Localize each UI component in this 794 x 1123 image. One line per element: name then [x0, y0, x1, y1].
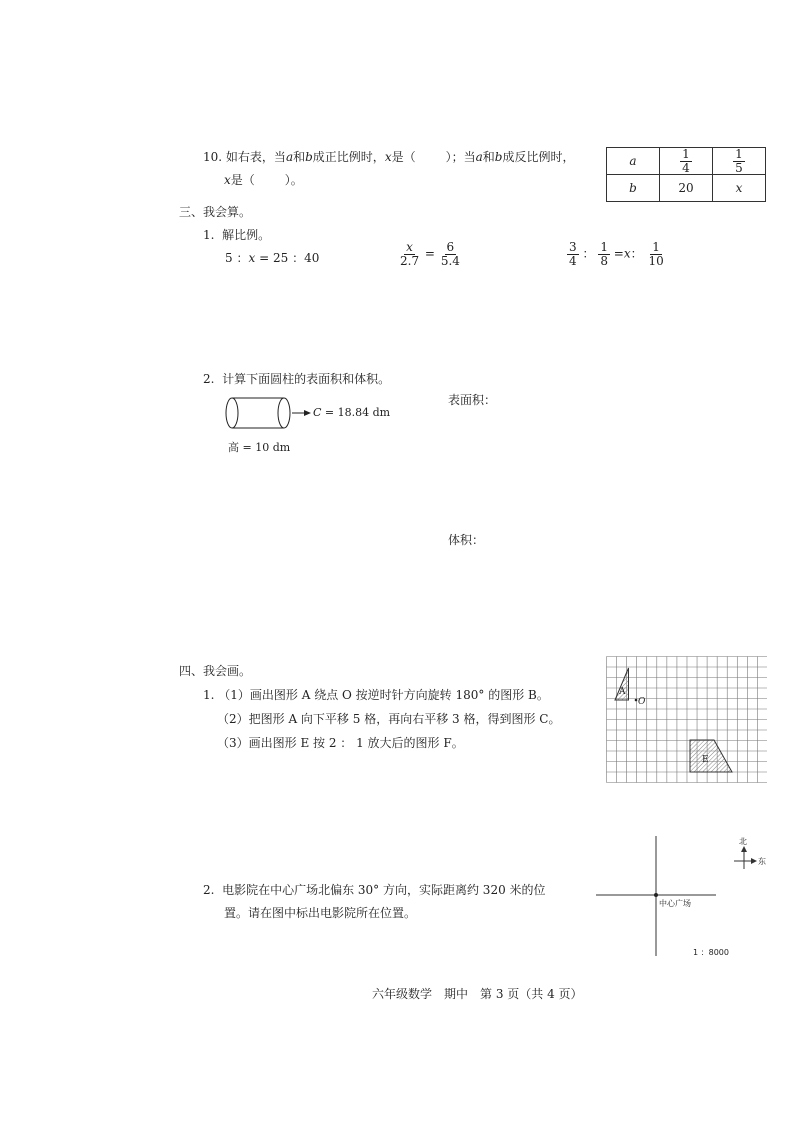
- shape-a-label: A: [619, 687, 626, 697]
- table-cell: x: [713, 175, 766, 202]
- section4-title: 四、我会画。: [179, 664, 252, 678]
- table-cell: a: [607, 148, 660, 175]
- q3-2-title: 2. 计算下面圆柱的表面积和体积。: [203, 372, 391, 386]
- table-cell: 20: [660, 175, 713, 202]
- point-o-label: O: [638, 697, 646, 707]
- equation-2: $\frac{x}{2.7}$ = $\frac{6}{5.4}$: [400, 240, 460, 268]
- compass-east-label: 东: [758, 857, 766, 866]
- q4-2-line2: 置。请在图中标出电影院所在位置。: [224, 906, 417, 920]
- center-square-point: [654, 893, 658, 897]
- cylinder-figure: [222, 394, 312, 434]
- q10-line1: 10. 如右表，当a和b成正比例时，x是（ ）；当a和b成反比例时，: [203, 150, 575, 164]
- compass-east-arrow-icon: [751, 858, 757, 864]
- q10-line2: x是（ ）。: [224, 173, 303, 187]
- map-scale-label: 1 ：8000: [693, 948, 729, 957]
- shape-e-label: E: [702, 755, 709, 765]
- section3-title: 三、我会算。: [179, 205, 252, 219]
- grid-lines: [607, 657, 768, 783]
- table-cell: $\frac{1}{5}$: [713, 148, 766, 175]
- cylinder-right-ellipse: [278, 398, 290, 428]
- table-cell: b: [607, 175, 660, 202]
- location-map[interactable]: [596, 834, 776, 964]
- circumference-label: C = 18.84 dm: [313, 406, 391, 419]
- shape-e: [690, 740, 732, 772]
- proportion-table: [606, 147, 766, 202]
- arrow-head-icon: [304, 410, 311, 416]
- compass-north-arrow-icon: [741, 846, 747, 852]
- q4-1-item3: （3）画出图形 E 按 2 ： 1 放大后的图形 F。: [217, 736, 464, 750]
- point-o: [635, 699, 638, 702]
- equation-3: $\frac{3}{4}$ ： $\frac{1}{8}$ =x： $\frac{1}{10}$: [569, 240, 664, 268]
- equation-1: 5 ：x = 25 ：40: [225, 251, 320, 265]
- table-row: [607, 148, 766, 175]
- page-footer: 六年级数学 期中 第 3 页（共 4 页）: [372, 987, 583, 1001]
- center-square-label: 中心广场: [659, 899, 691, 908]
- q4-2-line1: 2. 电影院在中心广场北偏东 30° 方向，实际距离约 320 米的位: [203, 883, 546, 897]
- table-cell: $\frac{1}{4}$: [660, 148, 713, 175]
- cylinder-left-ellipse: [226, 398, 238, 428]
- compass-north-label: 北: [739, 837, 747, 846]
- table-row: [607, 175, 766, 202]
- q4-1-item1: 1. （1）画出图形 A 绕点 O 按逆时针方向旋转 180° 的图形 B。: [203, 688, 549, 702]
- q3-1-title: 1. 解比例。: [203, 228, 271, 242]
- drawing-grid[interactable]: [606, 656, 767, 783]
- surface-area-label: 表面积：: [448, 393, 497, 407]
- volume-label: 体积：: [448, 533, 485, 547]
- height-label: 高 = 10 dm: [228, 441, 291, 454]
- q4-1-item2: （2）把图形 A 向下平移 5 格，再向右平移 3 格，得到图形 C。: [217, 712, 561, 726]
